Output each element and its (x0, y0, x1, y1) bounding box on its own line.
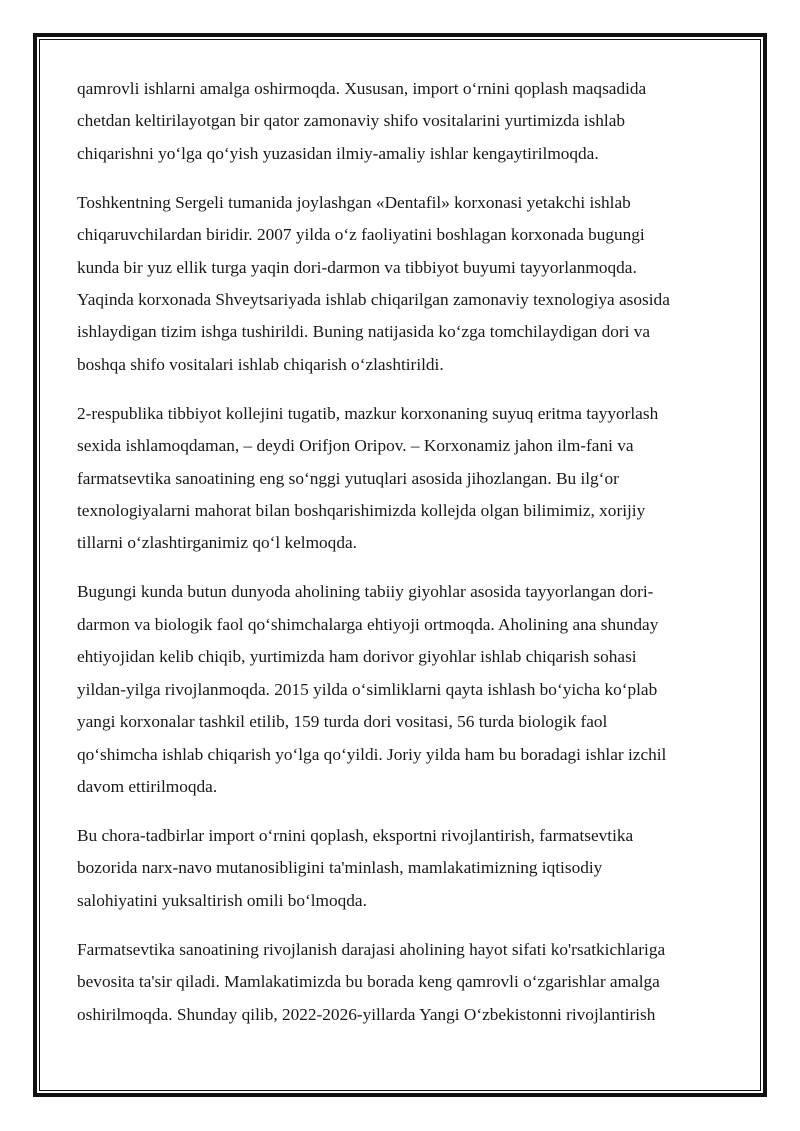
text-line: ishlaydigan tizim ishga tushirildi. Buning natijasida ko‘zga tomchilaydigan dori va (77, 322, 651, 342)
text-line: qo‘shimcha ishlab chiqarish yo‘lga qo‘yildi. Joriy yilda ham bu boradagi ishlar izchil (77, 744, 667, 764)
text-line: bevosita ta'sir qiladi. Mamlakatimizda bu borada keng qamrovli o‘zgarishlar amalga (77, 972, 660, 992)
text-line: kunda bir yuz ellik turga yaqin dori-darmon va tibbiyot buyumi tayyorlanmoqda. (77, 257, 637, 277)
text-line: salohiyatini yuksaltirish omili bo‘lmoqda. (77, 890, 367, 910)
text-line: yangi korxonalar tashkil etilib, 159 turda dori vositasi, 56 turda biologik faol (77, 712, 608, 732)
paragraph-6 (77, 934, 723, 1031)
text-line: Bu chora-tadbirlar import o‘rnini qoplash, eksportni rivojlantirish, farmatsevtika (77, 825, 634, 845)
paragraph-4 (77, 576, 723, 803)
paragraph-2 (77, 187, 723, 381)
text-line: chiqarishni yo‘lga qo‘yish yuzasidan ilmiy-amaliy ishlar kengaytirilmoqda. (77, 143, 599, 163)
paragraph-1 (77, 73, 723, 170)
text-line: boshqa shifo vositalari ishlab chiqarish o‘zlashtirildi. (77, 354, 444, 374)
text-line: chiqaruvchilardan biridir. 2007 yilda o‘z faoliyatini boshlagan korxonada bugungi (77, 225, 645, 245)
text-line: bozorida narx-navo mutanosibligini ta'minlash, mamlakatimizning iqtisodiy (77, 858, 603, 878)
text-line: texnologiyalarni mahorat bilan boshqarishimizda kollejda olgan bilimimiz, xorijiy (77, 501, 646, 521)
document-body (77, 73, 723, 1048)
text-line: darmon va biologik faol qo‘shimchalarga ehtiyoji ortmoqda. Aholining ana shunday (77, 614, 659, 634)
text-line: ehtiyojidan kelib chiqib, yurtimizda ham dorivor giyohlar ishlab chiqarish sohasi (77, 647, 637, 667)
text-line: sexida ishlamoqdaman, – deydi Orifjon Oripov. – Korxonamiz jahon ilm-fani va (77, 436, 634, 456)
text-line: Toshkentning Sergeli tumanida joylashgan «Dentafil» korxonasi yetakchi ishlab (77, 192, 631, 212)
text-line: Yaqinda korxonada Shveytsariyada ishlab chiqarilgan zamonaviy texnologiya asosida (77, 290, 670, 310)
paragraph-3 (77, 398, 723, 560)
text-line: 2-respublika tibbiyot kollejini tugatib, mazkur korxonaning suyuq eritma tayyorlash (77, 403, 659, 423)
text-line: qamrovli ishlarni amalga oshirmoqda. Xususan, import o‘rnini qoplash maqsadida (77, 79, 647, 98)
text-line: farmatsevtika sanoatining eng so‘nggi yutuqlari asosida jihozlangan. Bu ilg‘or (77, 468, 619, 488)
text-line: Farmatsevtika sanoatining rivojlanish darajasi aholining hayot sifati ko'rsatkichlariga (77, 939, 666, 959)
paragraph-5 (77, 820, 723, 917)
text-line: Bugungi kunda butun dunyoda aholining tabiiy giyohlar asosida tayyorlangan dori- (77, 582, 654, 602)
text-line: davom ettirilmoqda. (77, 776, 218, 796)
text-line: chetdan keltirilayotgan bir qator zamonaviy shifo vositalarini yurtimizda ishlab (77, 111, 626, 131)
text-line: oshirilmoqda. Shunday qilib, 2022-2026-yillarda Yangi O‘zbekistonni rivojlantirish (77, 1004, 656, 1024)
text-line: tillarni o‘zlashtirganimiz qo‘l kelmoqda. (77, 533, 357, 553)
text-line: yildan-yilga rivojlanmoqda. 2015 yilda o‘simliklarni qayta ishlash bo‘yicha ko‘plab (77, 679, 658, 699)
